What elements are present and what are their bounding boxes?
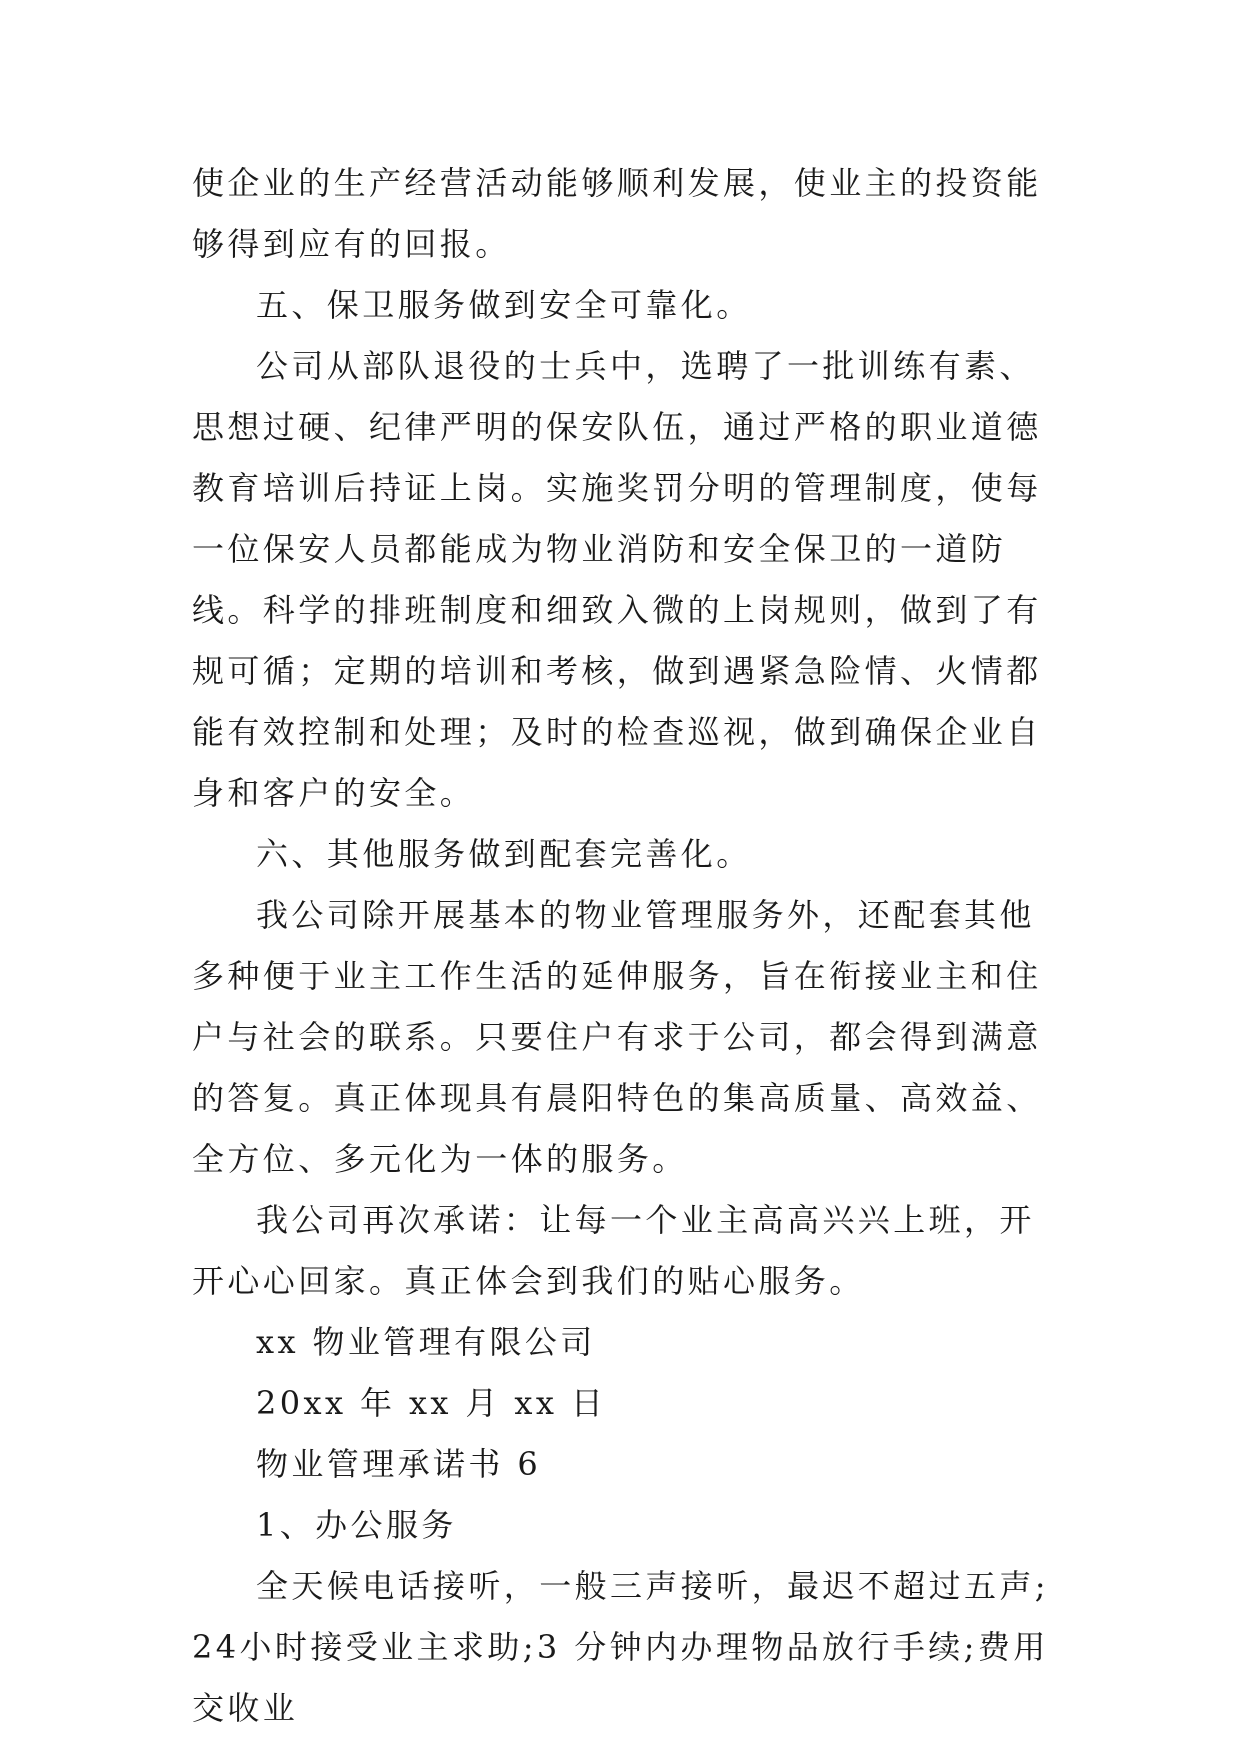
document-title: 物业管理承诺书 6 xyxy=(256,1445,542,1483)
document-body xyxy=(192,153,1052,1739)
paragraph-1: 使企业的生产经营活动能够顺利发展，使业主的投资能够得到应有的回报。 xyxy=(192,164,1042,263)
heading-security-service: 五、保卫服务做到安全可靠化。 xyxy=(256,286,752,324)
signature-date: 20xx 年 xx 月 xx 日 xyxy=(256,1384,607,1422)
paragraph-other-services: 我公司除开展基本的物业管理服务外，还配套其他多种便于业主工作生活的延伸服务，旨在衔接业主和住户与社会的联系。只要住户有求于公司，都会得到满意的答复。真正体现具有晨阳特色的集高质量、高效益、全方位、多元化为一体的服务。 xyxy=(192,896,1042,1178)
paragraph-security-details: 公司从部队退役的士兵中，选聘了一批训练有素、思想过硬、纪律严明的保安队伍，通过严格的职业道德教育培训后持证上岗。实施奖罚分明的管理制度，使每一位保安人员都能成为物业消防和安全保卫的一道防线。科学的排班制度和细致入微的上岗规则，做到了有规可循；定期的培训和考核，做到遇紧急险情、火情都能有效控制和处理；及时的检查巡视，做到确保企业自身和客户的安全。 xyxy=(192,347,1042,812)
heading-office-service: 1、办公服务 xyxy=(256,1506,457,1544)
heading-other-services: 六、其他服务做到配套完善化。 xyxy=(256,835,752,873)
signature-company: xx 物业管理有限公司 xyxy=(256,1323,596,1361)
paragraph-office-service: 全天候电话接听，一般三声接听，最迟不超过五声;24小时接受业主求助;3 分钟内办理物品放行手续;费用交收业 xyxy=(192,1567,1049,1727)
paragraph-commitment: 我公司再次承诺：让每一个业主高高兴兴上班，开开心心回家。真正体会到我们的贴心服务。 xyxy=(192,1201,1035,1300)
